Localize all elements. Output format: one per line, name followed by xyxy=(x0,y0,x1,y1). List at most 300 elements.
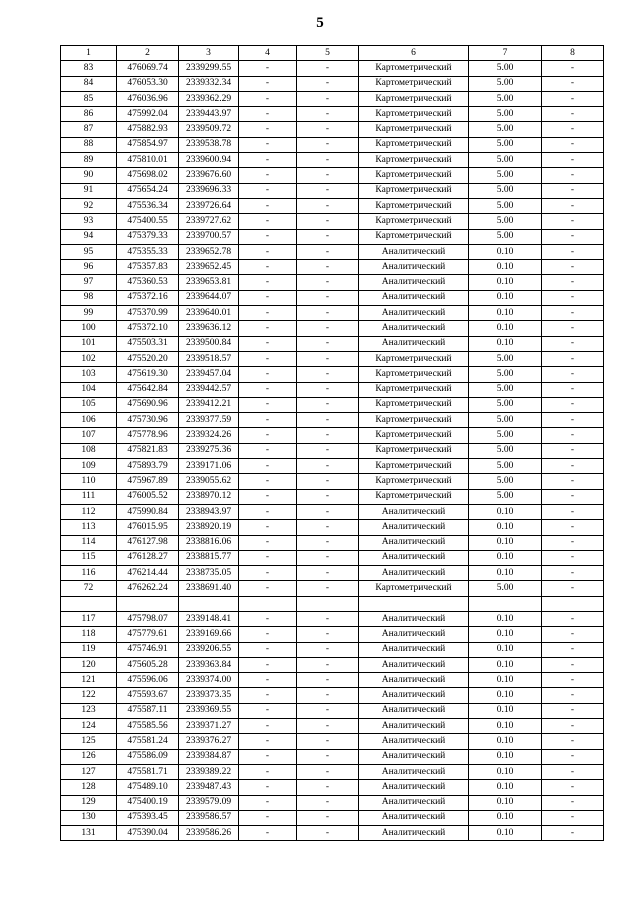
column-header: 6 xyxy=(359,46,469,61)
accuracy-cell: 0.10 xyxy=(469,764,542,779)
x-coordinate-cell: 475596.06 xyxy=(117,673,179,688)
col5-cell: - xyxy=(297,229,359,244)
y-coordinate-cell: 2339726.64 xyxy=(179,198,239,213)
y-coordinate-cell: 2339169.66 xyxy=(179,627,239,642)
point-number-cell: 93 xyxy=(61,214,117,229)
col4-cell: - xyxy=(239,734,297,749)
col5-cell: - xyxy=(297,734,359,749)
table-row xyxy=(61,504,604,519)
point-number-cell: 98 xyxy=(61,290,117,305)
y-coordinate-cell: 2338970.12 xyxy=(179,489,239,504)
col8-cell: - xyxy=(542,153,604,168)
col4-cell: - xyxy=(239,351,297,366)
method-cell: Картометрический xyxy=(359,61,469,76)
x-coordinate-cell: 475489.10 xyxy=(117,780,179,795)
col8-cell: - xyxy=(542,489,604,504)
y-coordinate-cell: 2339148.41 xyxy=(179,611,239,626)
accuracy-cell: 5.00 xyxy=(469,153,542,168)
point-number-cell: 121 xyxy=(61,673,117,688)
point-number-cell: 90 xyxy=(61,168,117,183)
col4-cell: - xyxy=(239,504,297,519)
method-cell: Аналитический xyxy=(359,611,469,626)
accuracy-cell: 0.10 xyxy=(469,734,542,749)
x-coordinate-cell: 475587.11 xyxy=(117,703,179,718)
column-header: 2 xyxy=(117,46,179,61)
col4-cell: - xyxy=(239,780,297,795)
y-coordinate-cell: 2339636.12 xyxy=(179,321,239,336)
point-number-cell: 113 xyxy=(61,520,117,535)
col8-cell: - xyxy=(542,535,604,550)
method-cell: Картометрический xyxy=(359,107,469,122)
col8-cell: - xyxy=(542,627,604,642)
y-coordinate-cell: 2339457.04 xyxy=(179,367,239,382)
point-number-cell: 118 xyxy=(61,627,117,642)
point-number-cell: 96 xyxy=(61,260,117,275)
y-coordinate-cell: 2339696.33 xyxy=(179,183,239,198)
accuracy-cell: 5.00 xyxy=(469,183,542,198)
col5-cell: - xyxy=(297,657,359,672)
col5-cell: - xyxy=(297,76,359,91)
col4-cell: - xyxy=(239,810,297,825)
accuracy-cell: 5.00 xyxy=(469,351,542,366)
y-coordinate-cell: 2339055.62 xyxy=(179,474,239,489)
method-cell: Аналитический xyxy=(359,627,469,642)
col4-cell: - xyxy=(239,428,297,443)
table-row xyxy=(61,780,604,795)
y-coordinate-cell: 2339324.26 xyxy=(179,428,239,443)
point-number-cell: 92 xyxy=(61,198,117,213)
accuracy-cell: 0.10 xyxy=(469,290,542,305)
y-coordinate-cell: 2339644.07 xyxy=(179,290,239,305)
point-number-cell: 129 xyxy=(61,795,117,810)
table-row xyxy=(61,397,604,412)
x-coordinate-cell: 475503.31 xyxy=(117,336,179,351)
point-number-cell: 102 xyxy=(61,351,117,366)
col5-cell: - xyxy=(297,244,359,259)
method-cell: Аналитический xyxy=(359,306,469,321)
accuracy-cell: 0.10 xyxy=(469,627,542,642)
method-cell: Картометрический xyxy=(359,76,469,91)
col8-cell: - xyxy=(542,168,604,183)
x-coordinate-cell: 475370.99 xyxy=(117,306,179,321)
method-cell: Картометрический xyxy=(359,367,469,382)
col5-cell: - xyxy=(297,749,359,764)
accuracy-cell: 5.00 xyxy=(469,443,542,458)
x-coordinate-cell: 475586.09 xyxy=(117,749,179,764)
method-cell: Аналитический xyxy=(359,550,469,565)
method-cell: Аналитический xyxy=(359,764,469,779)
x-coordinate-cell: 476005.52 xyxy=(117,489,179,504)
accuracy-cell: 5.00 xyxy=(469,489,542,504)
x-coordinate-cell: 476128.27 xyxy=(117,550,179,565)
method-cell: Аналитический xyxy=(359,244,469,259)
col8-cell: - xyxy=(542,719,604,734)
y-coordinate-cell: 2339363.84 xyxy=(179,657,239,672)
x-coordinate-cell: 476053.30 xyxy=(117,76,179,91)
point-number-cell: 122 xyxy=(61,688,117,703)
col4-cell: - xyxy=(239,153,297,168)
column-header: 4 xyxy=(239,46,297,61)
point-number-cell: 94 xyxy=(61,229,117,244)
y-coordinate-cell xyxy=(179,596,239,611)
method-cell: Аналитический xyxy=(359,260,469,275)
col4-cell: - xyxy=(239,397,297,412)
table-row xyxy=(61,749,604,764)
col8-cell: - xyxy=(542,611,604,626)
x-coordinate-cell: 475698.02 xyxy=(117,168,179,183)
col4-cell: - xyxy=(239,275,297,290)
col5-cell: - xyxy=(297,459,359,474)
col8-cell: - xyxy=(542,198,604,213)
col5-cell: - xyxy=(297,198,359,213)
point-number-cell: 105 xyxy=(61,397,117,412)
col4-cell: - xyxy=(239,168,297,183)
col5-cell: - xyxy=(297,336,359,351)
col4-cell: - xyxy=(239,657,297,672)
col8-cell: - xyxy=(542,826,604,841)
y-coordinate-cell: 2339442.57 xyxy=(179,382,239,397)
x-coordinate-cell: 475581.24 xyxy=(117,734,179,749)
method-cell: Картометрический xyxy=(359,183,469,198)
accuracy-cell: 0.10 xyxy=(469,780,542,795)
accuracy-cell: 0.10 xyxy=(469,810,542,825)
y-coordinate-cell: 2339653.81 xyxy=(179,275,239,290)
col8-cell: - xyxy=(542,76,604,91)
y-coordinate-cell: 2339412.21 xyxy=(179,397,239,412)
point-number-cell: 87 xyxy=(61,122,117,137)
table-row xyxy=(61,382,604,397)
x-coordinate-cell: 475536.34 xyxy=(117,198,179,213)
method-cell: Аналитический xyxy=(359,520,469,535)
method-cell: Аналитический xyxy=(359,673,469,688)
method-cell: Картометрический xyxy=(359,153,469,168)
column-header: 1 xyxy=(61,46,117,61)
col8-cell: - xyxy=(542,474,604,489)
method-cell: Картометрический xyxy=(359,91,469,106)
accuracy-cell: 5.00 xyxy=(469,107,542,122)
col5-cell: - xyxy=(297,504,359,519)
y-coordinate-cell: 2338735.05 xyxy=(179,566,239,581)
col4-cell: - xyxy=(239,290,297,305)
x-coordinate-cell: 475379.33 xyxy=(117,229,179,244)
table-row xyxy=(61,91,604,106)
y-coordinate-cell: 2339500.84 xyxy=(179,336,239,351)
col8-cell: - xyxy=(542,734,604,749)
col8-cell: - xyxy=(542,306,604,321)
col4-cell: - xyxy=(239,122,297,137)
point-number-cell: 128 xyxy=(61,780,117,795)
point-number-cell: 123 xyxy=(61,703,117,718)
x-coordinate-cell: 476015.95 xyxy=(117,520,179,535)
col4-cell: - xyxy=(239,581,297,596)
col5-cell: - xyxy=(297,780,359,795)
x-coordinate-cell: 475357.83 xyxy=(117,260,179,275)
col5-cell: - xyxy=(297,413,359,428)
col4-cell: - xyxy=(239,443,297,458)
accuracy-cell: 5.00 xyxy=(469,137,542,152)
table-row xyxy=(61,367,604,382)
table-row xyxy=(61,107,604,122)
method-cell: Аналитический xyxy=(359,780,469,795)
method-cell: Картометрический xyxy=(359,198,469,213)
accuracy-cell: 5.00 xyxy=(469,229,542,244)
accuracy-cell: 0.10 xyxy=(469,719,542,734)
table-row xyxy=(61,673,604,688)
accuracy-cell: 0.10 xyxy=(469,504,542,519)
x-coordinate-cell: 475730.96 xyxy=(117,413,179,428)
point-number-cell: 101 xyxy=(61,336,117,351)
col4-cell: - xyxy=(239,244,297,259)
table-row xyxy=(61,550,604,565)
accuracy-cell: 0.10 xyxy=(469,275,542,290)
point-number-cell: 86 xyxy=(61,107,117,122)
x-coordinate-cell: 475821.83 xyxy=(117,443,179,458)
col8-cell: - xyxy=(542,504,604,519)
col4-cell: - xyxy=(239,413,297,428)
accuracy-cell: 0.10 xyxy=(469,550,542,565)
table-row xyxy=(61,489,604,504)
method-cell: Аналитический xyxy=(359,734,469,749)
method-cell: Картометрический xyxy=(359,428,469,443)
point-number-cell: 107 xyxy=(61,428,117,443)
accuracy-cell: 0.10 xyxy=(469,244,542,259)
col5-cell: - xyxy=(297,550,359,565)
point-number-cell: 125 xyxy=(61,734,117,749)
col5-cell: - xyxy=(297,183,359,198)
y-coordinate-cell: 2338815.77 xyxy=(179,550,239,565)
method-cell: Аналитический xyxy=(359,749,469,764)
col4-cell: - xyxy=(239,550,297,565)
x-coordinate-cell: 475690.96 xyxy=(117,397,179,412)
table-header-row xyxy=(61,46,604,61)
method-cell: Картометрический xyxy=(359,474,469,489)
method-cell: Аналитический xyxy=(359,719,469,734)
x-coordinate-cell: 475372.10 xyxy=(117,321,179,336)
col5-cell: - xyxy=(297,137,359,152)
point-number-cell: 106 xyxy=(61,413,117,428)
col4-cell: - xyxy=(239,764,297,779)
col8-cell: - xyxy=(542,290,604,305)
x-coordinate-cell: 475990.84 xyxy=(117,504,179,519)
x-coordinate-cell: 475779.61 xyxy=(117,627,179,642)
col5-cell: - xyxy=(297,107,359,122)
point-number-cell: 88 xyxy=(61,137,117,152)
method-cell: Аналитический xyxy=(359,290,469,305)
col5-cell: - xyxy=(297,306,359,321)
col8-cell: - xyxy=(542,214,604,229)
table-row xyxy=(61,229,604,244)
method-cell: Аналитический xyxy=(359,703,469,718)
col4-cell: - xyxy=(239,642,297,657)
x-coordinate-cell: 475581.71 xyxy=(117,764,179,779)
col5-cell: - xyxy=(297,810,359,825)
accuracy-cell: 0.10 xyxy=(469,260,542,275)
x-coordinate-cell: 475593.67 xyxy=(117,688,179,703)
x-coordinate-cell: 476036.96 xyxy=(117,91,179,106)
y-coordinate-cell: 2339377.59 xyxy=(179,413,239,428)
y-coordinate-cell: 2339443.97 xyxy=(179,107,239,122)
col8-cell: - xyxy=(542,459,604,474)
col4-cell: - xyxy=(239,76,297,91)
table-row xyxy=(61,719,604,734)
table-row xyxy=(61,321,604,336)
table-row xyxy=(61,581,604,596)
col4-cell: - xyxy=(239,489,297,504)
x-coordinate-cell: 475967.89 xyxy=(117,474,179,489)
col5-cell: - xyxy=(297,642,359,657)
point-number-cell: 109 xyxy=(61,459,117,474)
x-coordinate-cell: 475393.45 xyxy=(117,810,179,825)
col8-cell: - xyxy=(542,260,604,275)
method-cell: Картометрический xyxy=(359,413,469,428)
col5-cell: - xyxy=(297,214,359,229)
y-coordinate-cell: 2339275.36 xyxy=(179,443,239,458)
table-body xyxy=(61,61,604,841)
col4-cell: - xyxy=(239,321,297,336)
point-number-cell: 97 xyxy=(61,275,117,290)
table-row xyxy=(61,443,604,458)
col4-cell: - xyxy=(239,688,297,703)
col5-cell: - xyxy=(297,382,359,397)
table-row xyxy=(61,764,604,779)
y-coordinate-cell: 2338943.97 xyxy=(179,504,239,519)
accuracy-cell: 0.10 xyxy=(469,321,542,336)
y-coordinate-cell: 2339652.78 xyxy=(179,244,239,259)
col8-cell: - xyxy=(542,673,604,688)
col8-cell: - xyxy=(542,764,604,779)
col5-cell: - xyxy=(297,153,359,168)
accuracy-cell: 5.00 xyxy=(469,397,542,412)
col4-cell: - xyxy=(239,535,297,550)
col8-cell: - xyxy=(542,688,604,703)
y-coordinate-cell: 2339332.34 xyxy=(179,76,239,91)
accuracy-cell: 5.00 xyxy=(469,91,542,106)
accuracy-cell: 0.10 xyxy=(469,336,542,351)
point-number-cell: 111 xyxy=(61,489,117,504)
method-cell: Картометрический xyxy=(359,137,469,152)
point-number-cell: 131 xyxy=(61,826,117,841)
x-coordinate-cell: 475390.04 xyxy=(117,826,179,841)
point-number-cell: 99 xyxy=(61,306,117,321)
col4-cell: - xyxy=(239,336,297,351)
point-number-cell: 108 xyxy=(61,443,117,458)
method-cell: Аналитический xyxy=(359,642,469,657)
col5-cell: - xyxy=(297,719,359,734)
method-cell: Аналитический xyxy=(359,504,469,519)
col8-cell: - xyxy=(542,780,604,795)
accuracy-cell: 0.10 xyxy=(469,703,542,718)
method-cell: Аналитический xyxy=(359,321,469,336)
accuracy-cell: 5.00 xyxy=(469,76,542,91)
method-cell xyxy=(359,596,469,611)
col5-cell: - xyxy=(297,260,359,275)
method-cell: Аналитический xyxy=(359,535,469,550)
accuracy-cell: 0.10 xyxy=(469,520,542,535)
accuracy-cell: 0.10 xyxy=(469,642,542,657)
y-coordinate-cell: 2338816.06 xyxy=(179,535,239,550)
table-row xyxy=(61,413,604,428)
col5-cell: - xyxy=(297,321,359,336)
col8-cell: - xyxy=(542,520,604,535)
table-row xyxy=(61,688,604,703)
col8-cell: - xyxy=(542,581,604,596)
method-cell: Аналитический xyxy=(359,826,469,841)
y-coordinate-cell: 2339376.27 xyxy=(179,734,239,749)
col5-cell: - xyxy=(297,428,359,443)
y-coordinate-cell: 2339600.94 xyxy=(179,153,239,168)
accuracy-cell: 0.10 xyxy=(469,657,542,672)
y-coordinate-cell: 2339384.87 xyxy=(179,749,239,764)
point-number-cell: 115 xyxy=(61,550,117,565)
table-row xyxy=(61,657,604,672)
method-cell: Картометрический xyxy=(359,443,469,458)
point-number-cell: 84 xyxy=(61,76,117,91)
col4-cell: - xyxy=(239,229,297,244)
col8-cell: - xyxy=(542,107,604,122)
col5-cell: - xyxy=(297,795,359,810)
col5-cell: - xyxy=(297,61,359,76)
col4-cell: - xyxy=(239,826,297,841)
col5-cell: - xyxy=(297,474,359,489)
coordinates-table xyxy=(60,45,604,841)
x-coordinate-cell: 475746.91 xyxy=(117,642,179,657)
col8-cell: - xyxy=(542,91,604,106)
method-cell: Картометрический xyxy=(359,351,469,366)
method-cell: Картометрический xyxy=(359,229,469,244)
method-cell: Картометрический xyxy=(359,397,469,412)
table-row xyxy=(61,795,604,810)
table-row xyxy=(61,290,604,305)
col4-cell: - xyxy=(239,260,297,275)
y-coordinate-cell: 2339171.06 xyxy=(179,459,239,474)
col5-cell: - xyxy=(297,627,359,642)
accuracy-cell: 0.10 xyxy=(469,826,542,841)
table-row xyxy=(61,627,604,642)
x-coordinate-cell: 476262.24 xyxy=(117,581,179,596)
col4-cell: - xyxy=(239,749,297,764)
table-row xyxy=(61,810,604,825)
col5-cell: - xyxy=(297,351,359,366)
col8-cell: - xyxy=(542,183,604,198)
y-coordinate-cell: 2339518.57 xyxy=(179,351,239,366)
table-row xyxy=(61,336,604,351)
table-row xyxy=(61,566,604,581)
point-number-cell: 103 xyxy=(61,367,117,382)
col8-cell: - xyxy=(542,244,604,259)
page-number: 5 xyxy=(316,15,324,31)
col8-cell: - xyxy=(542,229,604,244)
accuracy-cell: 0.10 xyxy=(469,611,542,626)
x-coordinate-cell: 475400.19 xyxy=(117,795,179,810)
y-coordinate-cell: 2339206.55 xyxy=(179,642,239,657)
point-number-cell xyxy=(61,596,117,611)
table-row xyxy=(61,351,604,366)
point-number-cell: 100 xyxy=(61,321,117,336)
col8-cell: - xyxy=(542,321,604,336)
col4-cell: - xyxy=(239,520,297,535)
col8-cell: - xyxy=(542,657,604,672)
col4-cell: - xyxy=(239,61,297,76)
column-header: 7 xyxy=(469,46,542,61)
col8-cell: - xyxy=(542,275,604,290)
point-number-cell: 124 xyxy=(61,719,117,734)
col4-cell: - xyxy=(239,719,297,734)
accuracy-cell: 0.10 xyxy=(469,306,542,321)
col8-cell: - xyxy=(542,382,604,397)
y-coordinate-cell: 2339374.00 xyxy=(179,673,239,688)
table-row xyxy=(61,61,604,76)
method-cell: Аналитический xyxy=(359,336,469,351)
